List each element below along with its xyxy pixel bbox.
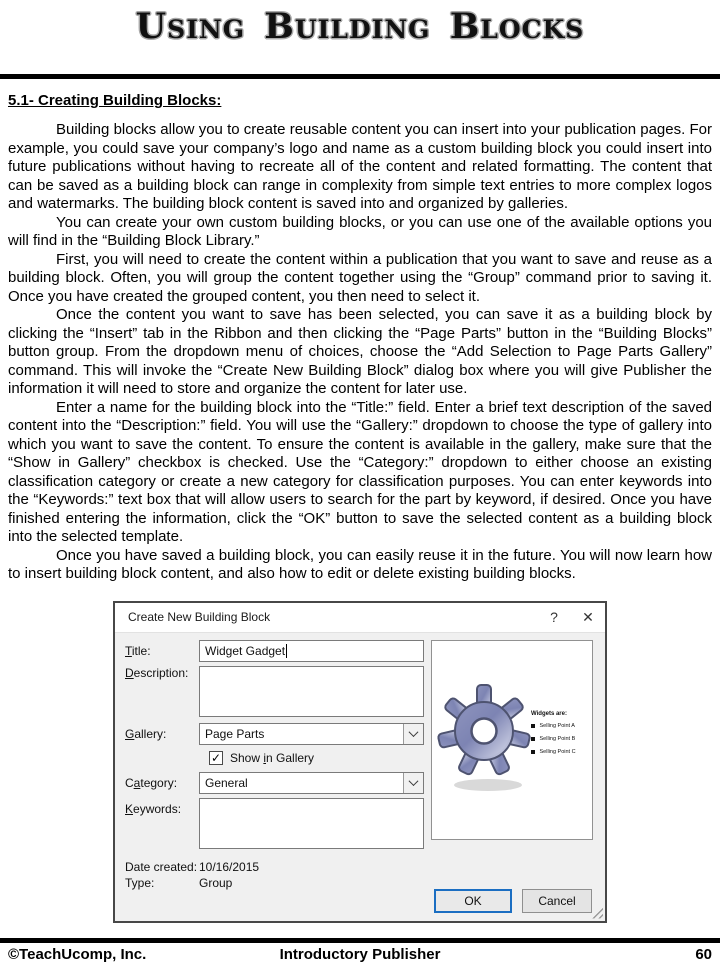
footer-course-title: Introductory Publisher	[279, 946, 441, 963]
category-dropdown-value: General	[205, 775, 248, 790]
show-in-gallery-checkbox[interactable]	[209, 751, 223, 765]
help-icon: ?	[550, 609, 558, 625]
chevron-down-icon	[409, 727, 419, 737]
title-label: Title:	[125, 643, 151, 658]
date-created-label: Date created:	[125, 859, 198, 874]
preview-heading: Widgets are:	[531, 710, 567, 717]
gallery-dropdown-value: Page Parts	[205, 726, 265, 741]
keywords-label: Keywords:	[125, 801, 182, 816]
cancel-button[interactable]: Cancel	[522, 889, 592, 913]
show-in-gallery-label: Show in Gallery	[230, 751, 315, 765]
ok-button[interactable]: OK	[434, 889, 512, 913]
gallery-label: Gallery:	[125, 726, 167, 741]
preview-bullet: Selling Point C	[539, 748, 576, 755]
footer-copyright: ©TeachUcomp, Inc.	[8, 946, 147, 963]
title-input[interactable]	[199, 640, 424, 662]
gear-image	[432, 677, 536, 800]
dialog-body	[115, 633, 605, 921]
close-button[interactable]	[571, 602, 605, 632]
bullet-icon	[531, 750, 535, 754]
category-label: Category:	[125, 775, 178, 790]
preview-text	[531, 711, 591, 762]
page-title: Using Building Blocks	[135, 6, 585, 47]
preview-bullet: Selling Point B	[539, 735, 576, 742]
close-icon: ✕	[582, 608, 594, 625]
dialog-screenshot	[113, 601, 607, 923]
category-dropdown-button[interactable]	[403, 773, 423, 793]
date-created-value: 10/16/2015	[199, 859, 260, 874]
section-heading: 5.1- Creating Building Blocks:	[8, 92, 222, 109]
footer-page-number: 60	[695, 946, 712, 963]
paragraph: Once the content you want to save has been selected, you can save it as a building block by clicking the “Insert” tab in the Ribbon and then clicking the “Page Parts” button in the “Building Blocks” button group. From the dropdown menu of choices, choose the “Add Selection to Page Parts Gallery” command. This will invoke the “Create New Building Block” dialog box where you will give Publisher the information it will need to store and organize the content for later use.	[8, 306, 712, 397]
type-value: Group	[199, 875, 233, 890]
gallery-dropdown-button[interactable]	[403, 724, 423, 744]
paragraph: Enter a name for the building block into the “Title:” field. Enter a brief text description of the saved content into the “Description:” field. You will use the “Gallery:” dropdown to choose the type of gallery into which you want to save the content. To ensure the content is available in the gallery, make sure that the “Show in Gallery” checkbox is checked. Use the “Category:” dropdown to either choose an existing classification category or create a new category for classification purposes. You can enter keywords into the “Keywords:” text box that will allow users to search for the part by keyword, if desired. Once you have finished entering the information, click the “OK” button to save the selected content as a building block into the selected template.	[8, 398, 712, 545]
description-input[interactable]	[199, 666, 424, 717]
dialog-title: Create New Building Block	[128, 610, 271, 624]
bullet-icon	[531, 724, 535, 728]
text-cursor	[286, 644, 287, 658]
check-icon: ✓	[210, 751, 222, 765]
dialog-titlebar[interactable]	[115, 603, 605, 633]
paragraph: First, you will need to create the content within a publication that you want to save and reuse as a building block. Often, you will group the content together using the “Group” command prior to saving it. Once you have created the grouped content, you then need to select it.	[8, 250, 712, 305]
category-dropdown[interactable]	[199, 772, 424, 794]
body-text	[8, 121, 712, 584]
description-label: Description:	[125, 665, 189, 680]
type-label: Type:	[125, 875, 155, 890]
paragraph: Once you have saved a building block, you can easily reuse it in the future. You will now learn how to insert building block content, and also how to edit or delete existing building blocks.	[8, 546, 712, 582]
header-divider	[0, 74, 720, 79]
keywords-input[interactable]	[199, 798, 424, 849]
bullet-icon	[531, 737, 535, 741]
chevron-down-icon	[409, 776, 419, 786]
page-footer	[0, 938, 720, 966]
title-input-value: Widget Gadget	[205, 643, 286, 658]
paragraph: You can create your own custom building blocks, or you can use one of the available options you will find in the “Building Block Library.”	[8, 213, 712, 249]
gallery-dropdown[interactable]	[199, 723, 424, 745]
help-button[interactable]	[537, 602, 571, 632]
paragraph: Building blocks allow you to create reusable content you can insert into your publication pages. For example, you could save your company’s logo and name as a custom building block you could insert into future publications without having to recreate all of the content and related formatting. The content that can be saved as a building block can range in complexity from simple text entries to more complex logos and watermarks. The building block content is saved into and organized by galleries.	[8, 121, 712, 212]
preview-panel	[431, 640, 593, 840]
preview-bullet: Selling Point A	[539, 722, 575, 729]
